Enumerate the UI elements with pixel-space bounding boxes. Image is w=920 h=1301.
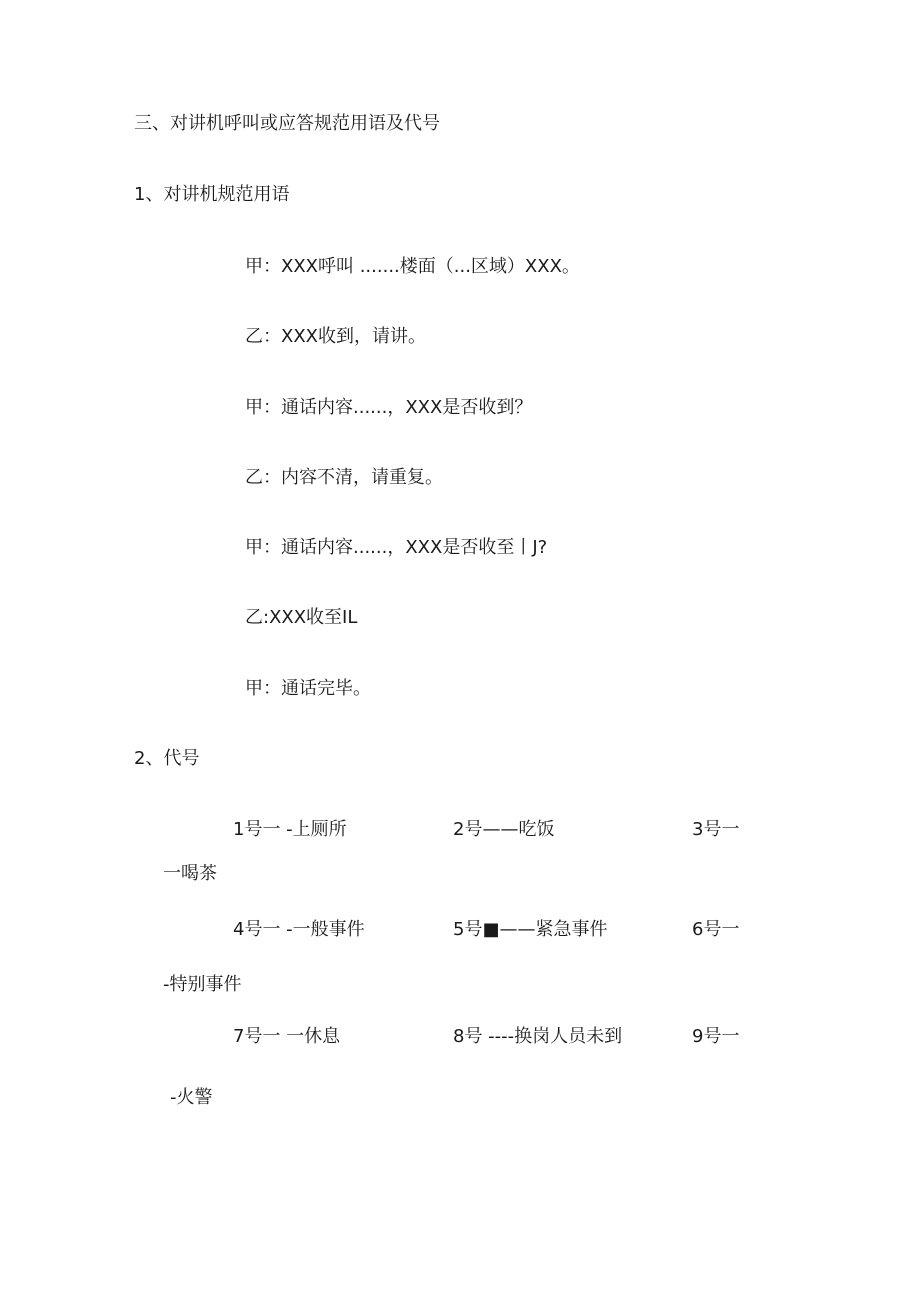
dialogue-line: 乙：XXX收到，请讲。: [245, 326, 426, 347]
subheading-radio-phrases: 1、对讲机规范用语: [134, 184, 290, 205]
code-entry: 8号 ----换岗人员未到: [453, 1026, 623, 1047]
dialogue-line: 甲：通话完毕。: [245, 678, 371, 699]
dialogue-line: 乙：内容不清，请重复。: [245, 467, 443, 488]
code-entry-continuation: 一喝茶: [163, 863, 217, 884]
code-entry: 6号一: [692, 919, 740, 940]
dialogue-line: 甲：通话内容......，XXX是否收至丨J?: [245, 537, 548, 558]
code-entry: 4号一 -一般事件: [233, 919, 365, 940]
code-entry: 2号——吃饭: [453, 819, 555, 840]
dialogue-line: 乙:XXX收至IL: [245, 607, 358, 628]
section-title: 三、对讲机呼叫或应答规范用语及代号: [134, 113, 440, 134]
code-entry-continuation: -火警: [170, 1087, 213, 1108]
dialogue-line: 甲：通话内容......，XXX是否收到？: [245, 397, 533, 418]
subheading-codes: 2、代号: [134, 748, 200, 769]
dialogue-line: 甲：XXX呼叫 .......楼面（...区域）XXX。: [245, 256, 580, 277]
code-entry: 5号■——紧急事件: [453, 919, 608, 940]
code-entry: 3号一: [692, 819, 740, 840]
code-entry-continuation: -特别事件: [163, 974, 242, 995]
code-entry: 1号一 -上厕所: [233, 819, 347, 840]
code-entry: 7号一 一休息: [233, 1026, 341, 1047]
code-entry: 9号一: [692, 1026, 740, 1047]
